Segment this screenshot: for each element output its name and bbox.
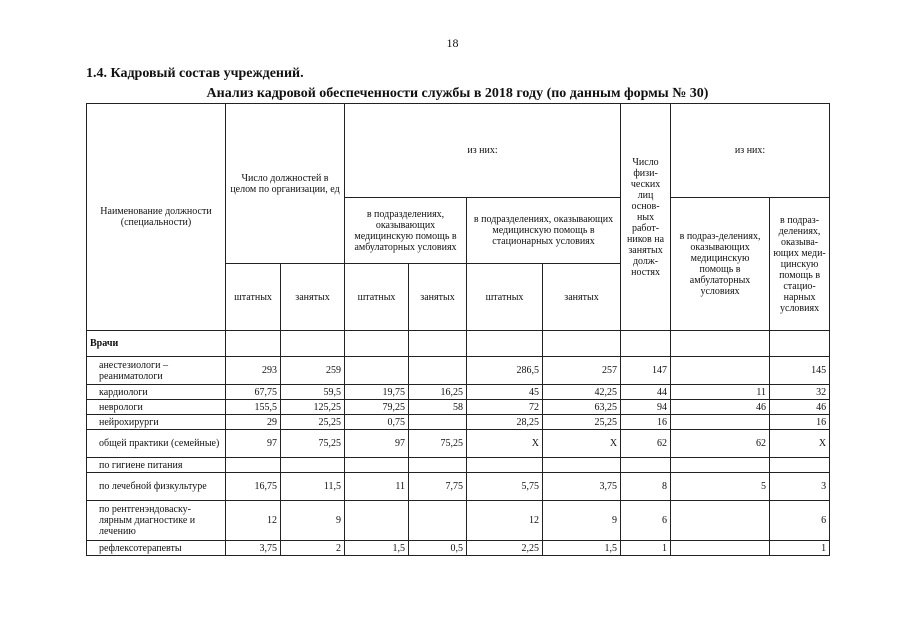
table-row <box>87 430 830 458</box>
cell-inpatient-occupied <box>543 458 621 473</box>
header-of-them-2: из них: <box>671 104 830 198</box>
cell-inpatient-occupied: 257 <box>543 357 621 385</box>
header-individuals-inpatient: в подраз-делениях, оказыва-ющих меди-цинскую помощь в стацио-нарных условиях <box>770 198 830 331</box>
cell-persons-outpatient <box>671 357 770 385</box>
cell-outpatient-occupied: 0,5 <box>409 541 467 556</box>
page-number: 18 <box>446 36 459 50</box>
cell-total-occupied: 9 <box>281 501 345 541</box>
cell-persons: 16 <box>621 415 671 430</box>
cell-total-staff: 155,5 <box>226 400 281 415</box>
cell-inpatient-occupied: 1,5 <box>543 541 621 556</box>
table-title: Анализ кадровой обеспеченности службы в 2018 году (по данным формы № 30) <box>206 86 709 101</box>
row-name: общей практики (семейные) <box>87 430 226 458</box>
cell-persons <box>621 458 671 473</box>
cell-outpatient-occupied <box>409 501 467 541</box>
cell-inpatient-staff: X <box>467 430 543 458</box>
cell-persons-outpatient <box>671 501 770 541</box>
cell-outpatient-staff: 19,75 <box>345 385 409 400</box>
cell-persons-inpatient <box>770 458 830 473</box>
group-label: Врачи <box>87 331 226 357</box>
section-title: 1.4. Кадровый состав учреждений. <box>86 66 304 81</box>
cell-persons-inpatient: 1 <box>770 541 830 556</box>
cell-outpatient-occupied: 58 <box>409 400 467 415</box>
cell-total-staff: 29 <box>226 415 281 430</box>
cell-outpatient-occupied: 16,25 <box>409 385 467 400</box>
cell-total-occupied: 125,25 <box>281 400 345 415</box>
row-name: неврологи <box>87 400 226 415</box>
cell-persons: 44 <box>621 385 671 400</box>
cell-outpatient-staff <box>345 458 409 473</box>
cell-persons: 94 <box>621 400 671 415</box>
cell-outpatient-staff: 97 <box>345 430 409 458</box>
cell-persons-inpatient: 3 <box>770 473 830 501</box>
cell-outpatient-staff <box>345 501 409 541</box>
cell-inpatient-staff: 2,25 <box>467 541 543 556</box>
row-name: по рентгенэндоваску-лярным диагностике и лечению <box>87 501 226 541</box>
cell-outpatient-staff: 1,5 <box>345 541 409 556</box>
row-name: по лечебной физкультуре <box>87 473 226 501</box>
header-inpatient-units: в подразделениях, оказывающих медицинскую помощь в стационарных условиях <box>467 198 621 264</box>
cell-total-occupied: 2 <box>281 541 345 556</box>
header-occupied: занятых <box>543 264 621 331</box>
cell-outpatient-occupied: 75,25 <box>409 430 467 458</box>
cell-outpatient-occupied <box>409 357 467 385</box>
cell-inpatient-occupied: X <box>543 430 621 458</box>
table-row <box>87 415 830 430</box>
cell-total-occupied: 259 <box>281 357 345 385</box>
row-name: рефлексотерапевты <box>87 541 226 556</box>
cell-total-occupied: 59,5 <box>281 385 345 400</box>
cell-inpatient-staff: 28,25 <box>467 415 543 430</box>
cell-total-staff: 3,75 <box>226 541 281 556</box>
header-individuals-outpatient: в подраз-делениях, оказывающих медицинскую помощь в амбулаторных условиях <box>671 198 770 331</box>
header-staff: штатных <box>345 264 409 331</box>
table-row <box>87 501 830 541</box>
row-name: по гигиене питания <box>87 458 226 473</box>
cell-inpatient-staff: 72 <box>467 400 543 415</box>
header-position-name: Наименование должности (специальности) <box>87 104 226 331</box>
cell-persons-inpatient: 32 <box>770 385 830 400</box>
cell-inpatient-occupied: 25,25 <box>543 415 621 430</box>
header-staff: штатных <box>226 264 281 331</box>
cell-total-staff: 16,75 <box>226 473 281 501</box>
row-name: анестезиологи – реаниматологи <box>87 357 226 385</box>
header-outpatient-units: в подразделениях, оказывающих медицинскую помощь в амбулаторных условиях <box>345 198 467 264</box>
cell-total-occupied: 25,25 <box>281 415 345 430</box>
cell-persons-outpatient: 62 <box>671 430 770 458</box>
cell-inpatient-occupied: 63,25 <box>543 400 621 415</box>
cell-persons-outpatient: 46 <box>671 400 770 415</box>
cell-persons-inpatient: 145 <box>770 357 830 385</box>
cell-persons-inpatient: 16 <box>770 415 830 430</box>
cell-persons: 147 <box>621 357 671 385</box>
staffing-table <box>86 103 830 556</box>
cell-persons-outpatient <box>671 458 770 473</box>
header-occupied: занятых <box>409 264 467 331</box>
row-name: нейрохирурги <box>87 415 226 430</box>
table-row-group <box>87 331 830 357</box>
header-occupied: занятых <box>281 264 345 331</box>
cell-outpatient-staff: 11 <box>345 473 409 501</box>
cell-total-occupied: 75,25 <box>281 430 345 458</box>
cell-persons-outpatient: 11 <box>671 385 770 400</box>
cell-total-occupied: 11,5 <box>281 473 345 501</box>
cell-inpatient-staff: 12 <box>467 501 543 541</box>
cell-total-occupied <box>281 458 345 473</box>
cell-total-staff: 293 <box>226 357 281 385</box>
cell-outpatient-occupied <box>409 458 467 473</box>
cell-persons-inpatient: 6 <box>770 501 830 541</box>
cell-inpatient-staff: 5,75 <box>467 473 543 501</box>
cell-outpatient-occupied <box>409 415 467 430</box>
cell-persons-outpatient <box>671 415 770 430</box>
cell-persons-inpatient: 46 <box>770 400 830 415</box>
cell-persons: 8 <box>621 473 671 501</box>
cell-outpatient-staff: 79,25 <box>345 400 409 415</box>
table-row <box>87 400 830 415</box>
cell-inpatient-staff <box>467 458 543 473</box>
header-of-them: из них: <box>345 104 621 198</box>
cell-total-staff: 12 <box>226 501 281 541</box>
table-row <box>87 385 830 400</box>
cell-persons-inpatient: X <box>770 430 830 458</box>
table-row <box>87 473 830 501</box>
cell-total-staff <box>226 458 281 473</box>
table-row <box>87 357 830 385</box>
table-row <box>87 458 830 473</box>
header-positions-total: Число должностей в целом по организации, ед <box>226 104 345 264</box>
cell-inpatient-occupied: 3,75 <box>543 473 621 501</box>
row-name: кардиологи <box>87 385 226 400</box>
header-individuals: Число физи-ческих лиц основ-ных работ-ников на занятых долж-ностях <box>621 104 671 331</box>
cell-outpatient-occupied: 7,75 <box>409 473 467 501</box>
cell-inpatient-occupied: 42,25 <box>543 385 621 400</box>
cell-persons: 1 <box>621 541 671 556</box>
cell-persons: 6 <box>621 501 671 541</box>
cell-inpatient-occupied: 9 <box>543 501 621 541</box>
cell-outpatient-staff: 0,75 <box>345 415 409 430</box>
cell-inpatient-staff: 286,5 <box>467 357 543 385</box>
cell-persons-outpatient <box>671 541 770 556</box>
table-row <box>87 541 830 556</box>
cell-outpatient-staff <box>345 357 409 385</box>
cell-persons: 62 <box>621 430 671 458</box>
cell-persons-outpatient: 5 <box>671 473 770 501</box>
cell-total-staff: 97 <box>226 430 281 458</box>
header-staff: штатных <box>467 264 543 331</box>
cell-total-staff: 67,75 <box>226 385 281 400</box>
cell-inpatient-staff: 45 <box>467 385 543 400</box>
